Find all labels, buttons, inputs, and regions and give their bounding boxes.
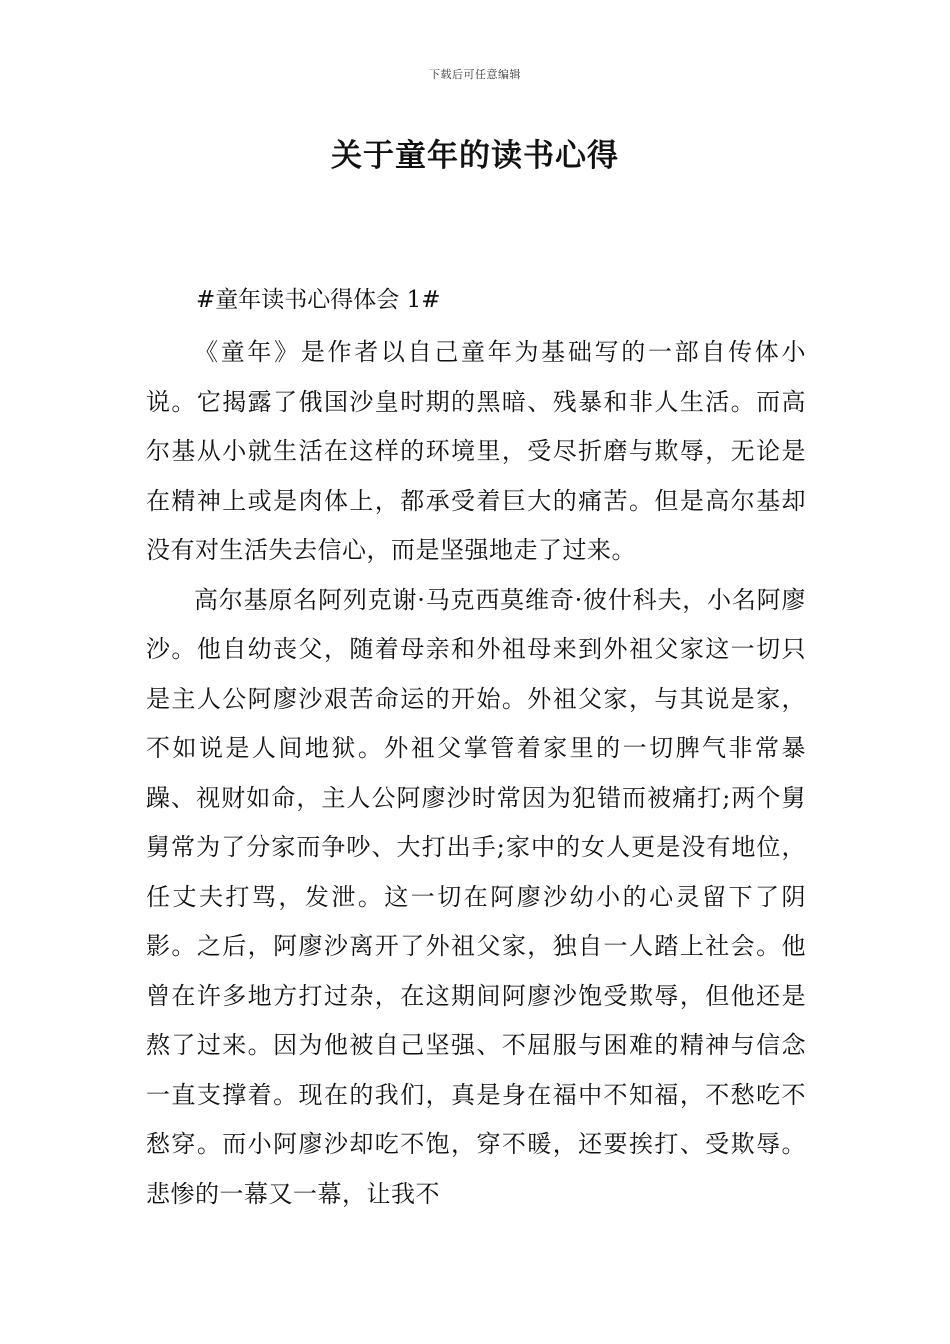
document-body bbox=[146, 280, 806, 1219]
paragraph-2: 高尔基原名阿列克谢·马克西莫维奇·彼什科夫，小名阿廖沙。他自幼丧父，随着母亲和外祖母来到外祖父家这一切只是主人公阿廖沙艰苦命运的开始。外祖父家，与其说是家，不如说是人间地狱。外祖父掌管着家里的一切脾气非常暴躁、视财如命，主人公阿廖沙时常因为犯错而被痛打;两个舅舅常为了分家而争吵、大打出手;家中的女人更是没有地位，任丈夫打骂，发泄。这一切在阿廖沙幼小的心灵留下了阴影。之后，阿廖沙离开了外祖父家，独自一人踏上社会。他曾在许多地方打过杂，在这期间阿廖沙饱受欺辱，但他还是熬了过来。因为他被自己坚强、不屈服与困难的精神与信念一直支撑着。现在的我们，真是身在福中不知福，不愁吃不愁穿。而小阿廖沙却吃不饱，穿不暖，还要挨打、受欺辱。悲惨的一幕又一幕，让我不 bbox=[146, 585, 806, 1208]
section-heading: #童年读书心得体会 1# bbox=[196, 287, 441, 313]
header-note: 下载后可任意编辑 bbox=[429, 68, 521, 81]
paragraph-1: 《童年》是作者以自己童年为基础写的一部自传体小说。它揭露了俄国沙皇时期的黑暗、残暴和非人生活。而高尔基从小就生活在这样的环境里，受尽折磨与欺辱，无论是在精神上或是肉体上，都承受着巨大的痛苦。但是高尔基却没有对生活失去信心，而是坚强地走了过来。 bbox=[146, 338, 806, 564]
document-title: 关于童年的读书心得 bbox=[331, 138, 619, 174]
